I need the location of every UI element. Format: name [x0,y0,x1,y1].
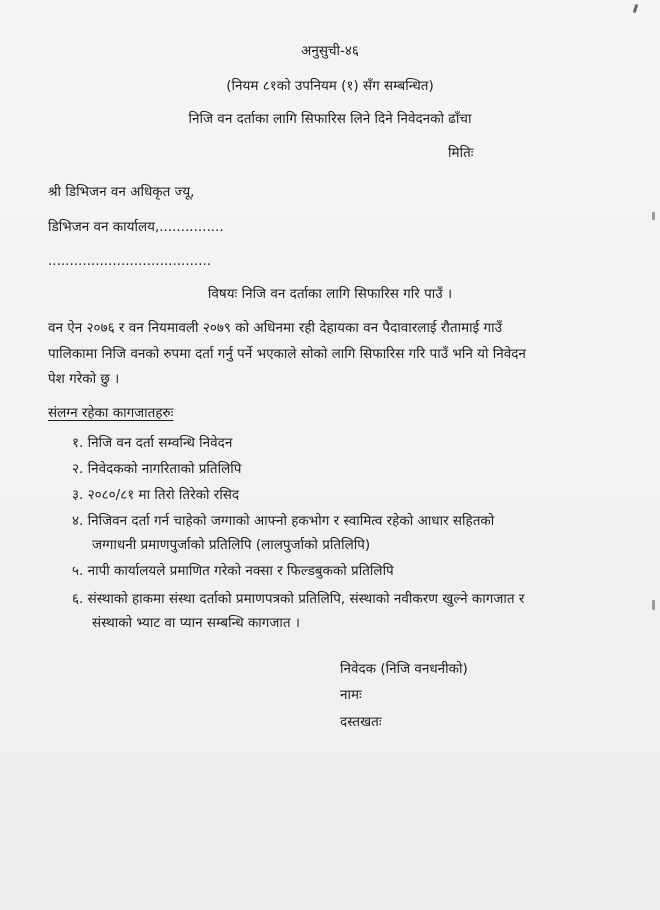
signature-label: दस्तखतः [340,714,382,730]
addressee-officer: श्री डिभिजन वन अधिकृत ज्यू, [48,184,195,200]
attachment-item: १. निजि वन दर्ता सम्वन्धि निवेदन [72,435,233,451]
attachment-item: ६. संस्थाको हाकमा संस्था दर्ताको प्रमाणपत्रको प्रतिलिपि, संस्थाको नवीकरण खुल्ने कागजात र [72,591,525,607]
addressee-location: ...................................... [48,253,212,269]
applicant-label: निवेदक (निजि वनधनीको) [340,661,468,677]
edge-mark [652,212,655,220]
attachment-item: ५. नापी कार्यालयले प्रमाणित गरेको नक्सा र फिल्डबुकको प्रतिलिपि [72,563,394,579]
body-line-1: वन ऐन २०७६ र वन नियमावली २०७९ को अधिनमा रही देहायका वन पैदावारलाई रौतामाई गाउँ [48,320,503,336]
date-label: मितिः [448,145,474,161]
attachment-item-continuation: जग्गाधनी प्रमाणपुर्जाको प्रतिलिपि (लालपुर्जाको प्रतिलिपि) [92,537,371,553]
addressee-office: डिभिजन वन कार्यालय,............... [48,219,224,235]
attachment-item: ३. २०८०/८१ मा तिरो तिरेको रसिद [72,487,240,503]
attachment-item: २. निवेदकको नागरिताको प्रतिलिपि [72,461,242,477]
ink-mark [633,4,639,13]
body-line-3: पेश गरेको छु । [48,371,120,387]
attachments-heading: संलग्न रहेका कागजातहरुः [48,405,174,421]
rule-reference: (नियम ८१को उपनियम (१) सँग सम्बन्धित) [226,78,434,94]
form-title: निजि वन दर्ताका लागि सिफारिस लिने दिने निवेदनको ढाँचा [188,111,472,127]
body-line-2: पालिकामा निजि वनको रुपमा दर्ता गर्नु पर्ने भएकाले सोको लागि सिफारिस गरि पाउँ भनि यो निवेदन [48,346,526,362]
schedule-number: अनुसुची-४६ [301,43,359,59]
attachment-item: ४. निजिवन दर्ता गर्न चाहेको जग्गाको आफ्नो हकभोग र स्वामित्व रहेको आधार सहितको [72,513,495,529]
edge-mark [652,600,655,610]
subject-line: विषयः निजि वन दर्ताका लागि सिफारिस गरि पाउँ । [207,286,453,302]
name-label: नामः [340,687,362,703]
attachment-item-continuation: संस्थाको भ्याट वा प्यान सम्बन्धि कागजात । [92,615,301,631]
